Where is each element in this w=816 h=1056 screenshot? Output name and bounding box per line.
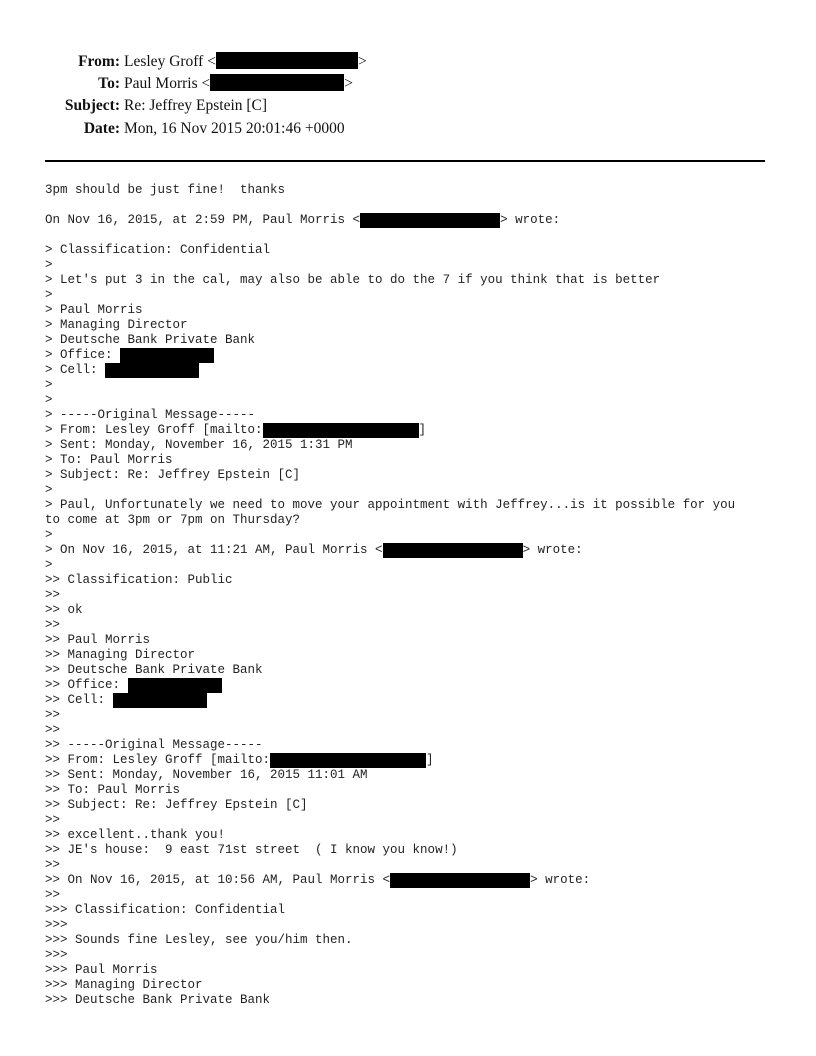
body-line: >> — [45, 588, 61, 602]
to-close-bracket: > — [344, 75, 353, 92]
body-line: > — [45, 483, 53, 497]
body-line: > Subject: Re: Jeffrey Epstein [C] — [45, 468, 301, 482]
header-from-row — [0, 52, 420, 72]
message-body — [45, 183, 735, 1008]
body-line: > Let's put 3 in the cal, may also be able to do the 7 if you think that is better — [45, 273, 661, 287]
body-line: >> ok — [45, 603, 83, 617]
body-line: > -----Original Message----- — [45, 408, 256, 422]
date-label: Date: — [83, 120, 120, 137]
redaction-block — [383, 543, 523, 558]
body-line: > — [45, 558, 53, 572]
body-line: >> — [45, 888, 61, 902]
to-value — [124, 74, 353, 94]
body-line: >> From: Lesley Groff [mailto: ] — [45, 753, 434, 767]
body-line: > Managing Director — [45, 318, 188, 332]
redaction-block — [128, 678, 222, 693]
body-line: >> Cell: — [45, 693, 735, 708]
from-close-bracket: > — [357, 53, 367, 70]
body-line: On Nov 16, 2015, at 2:59 PM, Paul Morris < > wrote: — [45, 213, 561, 227]
body-line: > Deutsche Bank Private Bank — [45, 333, 256, 347]
to-name: Paul Morris < — [124, 75, 211, 92]
body-line: >> Office: — [45, 678, 735, 693]
body-line — [45, 228, 735, 243]
redaction-block — [390, 873, 530, 888]
body-line: > To: Paul Morris — [45, 453, 173, 467]
body-line: > — [45, 378, 53, 392]
from-name: Lesley Groff < — [124, 53, 216, 70]
body-line: >> Managing Director — [45, 648, 196, 662]
body-line: > From: Lesley Groff [mailto: ] — [45, 423, 427, 437]
body-line: >> Sent: Monday, November 16, 2015 11:01 AM — [45, 768, 368, 782]
body-line: >>> — [45, 948, 68, 962]
body-line: >> On Nov 16, 2015, at 10:56 AM, Paul Morris < > wrote: — [45, 873, 591, 887]
body-line: to come at 3pm or 7pm on Thursday? — [45, 513, 301, 527]
body-line: >>> Sounds fine Lesley, see you/him then. — [45, 933, 353, 947]
date-value: Mon, 16 Nov 2015 20:01:46 +0000 — [124, 120, 345, 137]
redaction-block — [360, 213, 500, 228]
redaction-block — [113, 693, 207, 708]
redaction-block — [105, 363, 199, 378]
redaction-block — [216, 52, 358, 69]
body-line: > Sent: Monday, November 16, 2015 1:31 PM — [45, 438, 353, 452]
body-line: >>> Managing Director — [45, 978, 203, 992]
body-line: >> -----Original Message----- — [45, 738, 263, 752]
body-line: >>> Paul Morris — [45, 963, 158, 977]
body-line: >> — [45, 708, 61, 722]
body-line: >> — [45, 813, 61, 827]
body-line: >> excellent..thank you! — [45, 828, 226, 842]
redaction-block — [210, 74, 344, 91]
header-date-row — [0, 119, 420, 139]
body-line: > — [45, 258, 53, 272]
body-line: > Paul, Unfortunately we need to move your appointment with Jeffrey...is it possible for you — [45, 498, 736, 512]
body-line: >>> — [45, 918, 68, 932]
body-line: >>> Deutsche Bank Private Bank — [45, 993, 271, 1007]
redaction-block — [263, 423, 419, 438]
body-line: 3pm should be just fine! thanks — [45, 183, 286, 197]
redaction-block — [120, 348, 214, 363]
body-line: > — [45, 528, 53, 542]
redaction-block — [270, 753, 426, 768]
subject-label: Subject: — [64, 97, 120, 114]
from-label: From: — [78, 53, 120, 70]
body-line: > — [45, 288, 53, 302]
body-line: > — [45, 393, 53, 407]
body-line — [45, 198, 735, 213]
body-line: > On Nov 16, 2015, at 11:21 AM, Paul Morris < > wrote: — [45, 543, 583, 557]
body-line: >> Classification: Public — [45, 573, 233, 587]
to-label: To: — [98, 75, 120, 92]
header-divider — [45, 160, 765, 162]
body-line: > Paul Morris — [45, 303, 143, 317]
body-line: >> Paul Morris — [45, 633, 151, 647]
body-line: > Office: — [45, 348, 735, 363]
body-line: >> Subject: Re: Jeffrey Epstein [C] — [45, 798, 308, 812]
header-subject-row — [0, 96, 420, 116]
body-line: > Cell: — [45, 363, 735, 378]
body-line: >> To: Paul Morris — [45, 783, 181, 797]
body-line: >> — [45, 858, 61, 872]
body-line: >> — [45, 723, 61, 737]
header-to-row — [0, 74, 420, 94]
body-line: > Classification: Confidential — [45, 243, 271, 257]
body-line: >> — [45, 618, 61, 632]
from-value — [124, 52, 367, 72]
body-line: >> Deutsche Bank Private Bank — [45, 663, 263, 677]
subject-value: Re: Jeffrey Epstein [C] — [124, 97, 268, 114]
body-line: >>> Classification: Confidential — [45, 903, 286, 917]
body-line: >> JE's house: 9 east 71st street ( I know you know!) — [45, 843, 458, 857]
